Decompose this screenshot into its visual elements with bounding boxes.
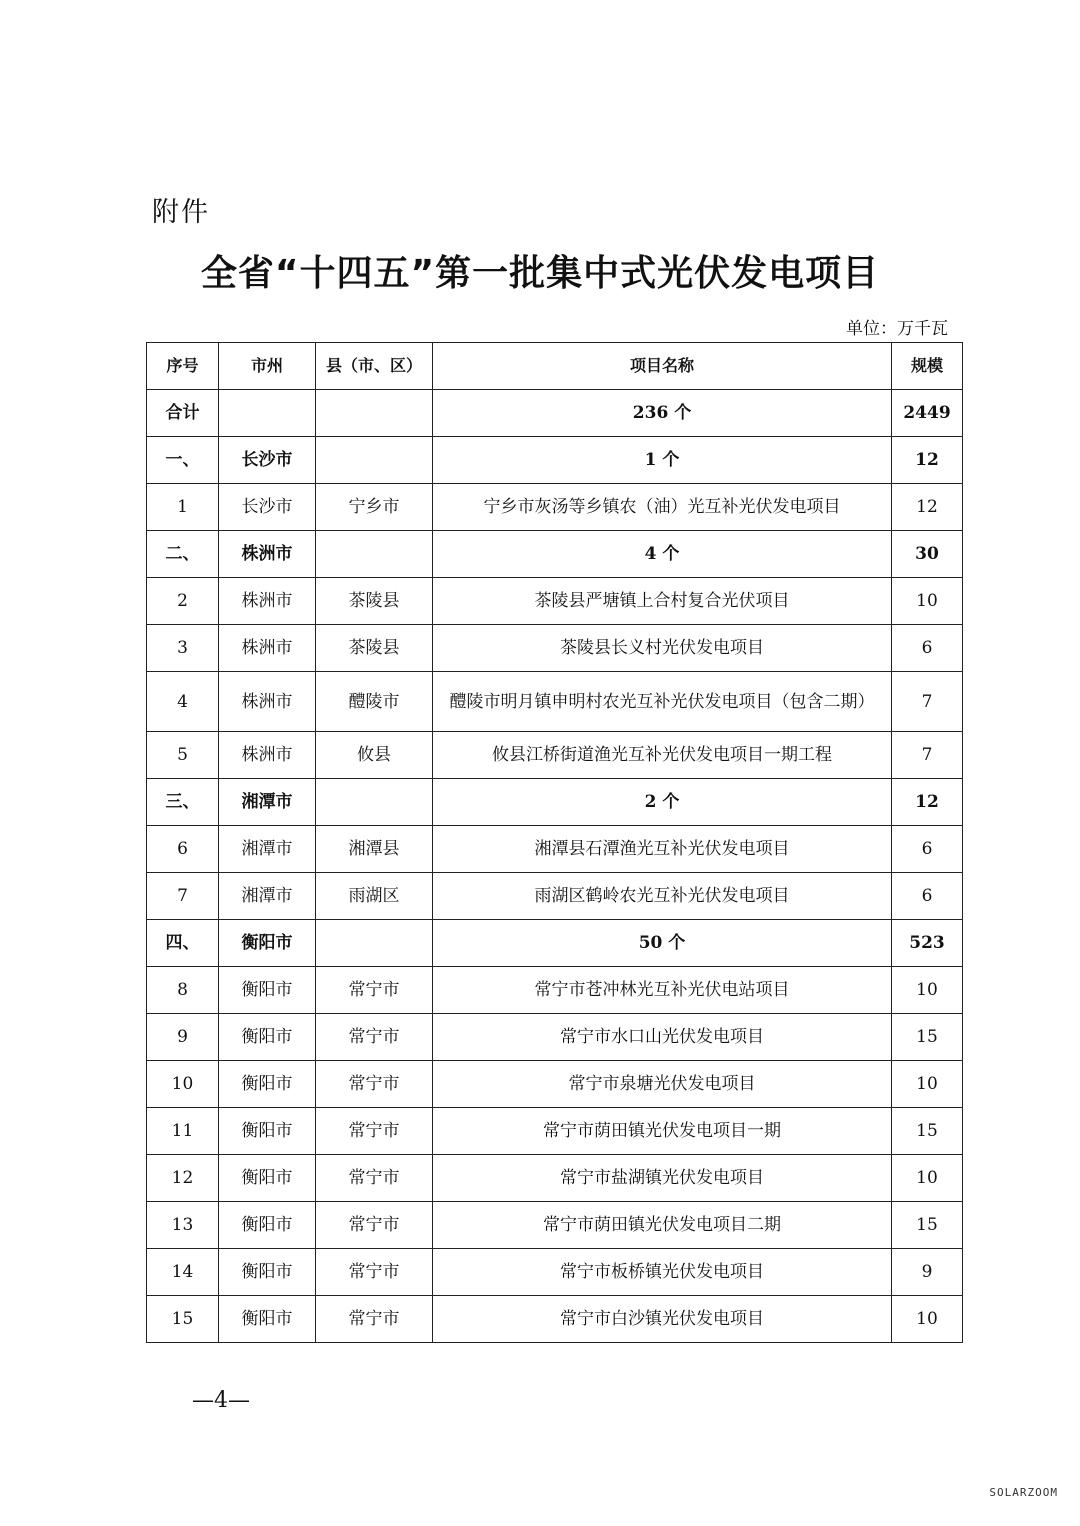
cell-city: 衡阳市 [219,1155,316,1202]
cell-city: 株洲市 [219,625,316,672]
cell-name: 常宁市苍冲林光互补光伏电站项目 [433,967,892,1014]
cell-county: 常宁市 [316,967,433,1014]
cell-county: 茶陵县 [316,625,433,672]
cell-county: 常宁市 [316,1202,433,1249]
project-row [147,873,963,920]
cell-city: 株洲市 [219,732,316,779]
cell-county: 常宁市 [316,1014,433,1061]
cell-name: 50 个 [433,920,892,967]
page-number: —4— [192,1388,250,1413]
cell-county: 雨湖区 [316,873,433,920]
total-scale: 2449 [892,390,963,437]
cell-county: 常宁市 [316,1108,433,1155]
cell-scale: 10 [892,967,963,1014]
group-row [147,779,963,826]
cell-scale: 6 [892,826,963,873]
cell-seq: 12 [147,1155,219,1202]
project-row [147,1061,963,1108]
cell-city: 衡阳市 [219,1014,316,1061]
cell-scale: 30 [892,531,963,578]
project-row [147,967,963,1014]
cell-county: 常宁市 [316,1061,433,1108]
cell-seq: 10 [147,1061,219,1108]
cell-city: 长沙市 [219,484,316,531]
cell-county [316,531,433,578]
cell-city: 株洲市 [219,578,316,625]
project-row [147,1108,963,1155]
cell-county: 湘潭县 [316,826,433,873]
cell-scale: 7 [892,732,963,779]
header-name: 项目名称 [433,343,892,390]
table-header-row [147,343,963,390]
cell-county [316,437,433,484]
cell-city: 湘潭市 [219,873,316,920]
cell-city: 衡阳市 [219,1296,316,1343]
cell-seq: 13 [147,1202,219,1249]
total-label: 合计 [147,390,219,437]
cell-name: 4 个 [433,531,892,578]
cell-city: 衡阳市 [219,920,316,967]
cell-name: 雨湖区鹤岭农光互补光伏发电项目 [433,873,892,920]
header-county: 县（市、区） [316,343,433,390]
cell-seq: 4 [147,672,219,732]
cell-city: 长沙市 [219,437,316,484]
cell-name: 常宁市盐湖镇光伏发电项目 [433,1155,892,1202]
cell-county: 攸县 [316,732,433,779]
cell-seq: 7 [147,873,219,920]
cell-name: 湘潭县石潭渔光互补光伏发电项目 [433,826,892,873]
group-row [147,531,963,578]
cell-city: 湘潭市 [219,779,316,826]
project-row [147,625,963,672]
cell-city: 衡阳市 [219,1249,316,1296]
cell-seq: 14 [147,1249,219,1296]
cell-scale: 10 [892,1296,963,1343]
cell-scale: 15 [892,1108,963,1155]
cell-city: 株洲市 [219,672,316,732]
cell-name: 2 个 [433,779,892,826]
project-table [146,342,963,1343]
cell-city: 衡阳市 [219,967,316,1014]
cell-name: 宁乡市灰汤等乡镇农（油）光互补光伏发电项目 [433,484,892,531]
project-row [147,1014,963,1061]
cell-county [316,779,433,826]
group-row [147,437,963,484]
cell-seq: 一、 [147,437,219,484]
cell-name: 常宁市板桥镇光伏发电项目 [433,1249,892,1296]
cell-seq: 3 [147,625,219,672]
cell-scale: 12 [892,779,963,826]
project-row [147,1249,963,1296]
group-row [147,920,963,967]
cell-city: 衡阳市 [219,1108,316,1155]
cell-seq: 三、 [147,779,219,826]
cell-name: 1 个 [433,437,892,484]
total-city-cell [219,390,316,437]
cell-name: 攸县江桥街道渔光互补光伏发电项目一期工程 [433,732,892,779]
cell-county: 茶陵县 [316,578,433,625]
watermark: SOLARZOOM [989,1486,1058,1499]
cell-name: 茶陵县长义村光伏发电项目 [433,625,892,672]
header-seq: 序号 [147,343,219,390]
document-title: 全省“十四五”第一批集中式光伏发电项目 [200,253,880,294]
cell-seq: 8 [147,967,219,1014]
total-row [147,390,963,437]
cell-scale: 12 [892,437,963,484]
total-county-cell [316,390,433,437]
header-scale: 规模 [892,343,963,390]
project-row [147,1202,963,1249]
cell-county: 常宁市 [316,1155,433,1202]
cell-county: 醴陵市 [316,672,433,732]
cell-seq: 二、 [147,531,219,578]
project-row [147,578,963,625]
cell-scale: 10 [892,578,963,625]
attachment-label: 附件 [152,197,210,228]
project-row [147,1155,963,1202]
cell-name: 常宁市荫田镇光伏发电项目一期 [433,1108,892,1155]
cell-county: 常宁市 [316,1249,433,1296]
cell-city: 衡阳市 [219,1202,316,1249]
cell-scale: 12 [892,484,963,531]
cell-scale: 10 [892,1155,963,1202]
project-row [147,672,963,732]
total-count: 236 个 [433,390,892,437]
cell-city: 株洲市 [219,531,316,578]
cell-seq: 5 [147,732,219,779]
cell-seq: 2 [147,578,219,625]
cell-scale: 6 [892,625,963,672]
cell-name: 常宁市荫田镇光伏发电项目二期 [433,1202,892,1249]
unit-label: 单位：万千瓦 [846,319,948,339]
cell-seq: 15 [147,1296,219,1343]
cell-county [316,920,433,967]
cell-name: 醴陵市明月镇申明村农光互补光伏发电项目（包含二期） [433,672,892,732]
cell-seq: 11 [147,1108,219,1155]
cell-scale: 10 [892,1061,963,1108]
project-row [147,826,963,873]
cell-scale: 15 [892,1014,963,1061]
cell-seq: 6 [147,826,219,873]
cell-seq: 9 [147,1014,219,1061]
project-row [147,732,963,779]
cell-name: 常宁市水口山光伏发电项目 [433,1014,892,1061]
cell-name: 茶陵县严塘镇上合村复合光伏项目 [433,578,892,625]
cell-name: 常宁市白沙镇光伏发电项目 [433,1296,892,1343]
cell-scale: 15 [892,1202,963,1249]
cell-seq: 四、 [147,920,219,967]
project-row [147,484,963,531]
project-row [147,1296,963,1343]
cell-scale: 7 [892,672,963,732]
cell-scale: 523 [892,920,963,967]
cell-city: 衡阳市 [219,1061,316,1108]
cell-name: 常宁市泉塘光伏发电项目 [433,1061,892,1108]
cell-scale: 9 [892,1249,963,1296]
cell-city: 湘潭市 [219,826,316,873]
cell-scale: 6 [892,873,963,920]
cell-seq: 1 [147,484,219,531]
cell-county: 宁乡市 [316,484,433,531]
header-city: 市州 [219,343,316,390]
cell-county: 常宁市 [316,1296,433,1343]
